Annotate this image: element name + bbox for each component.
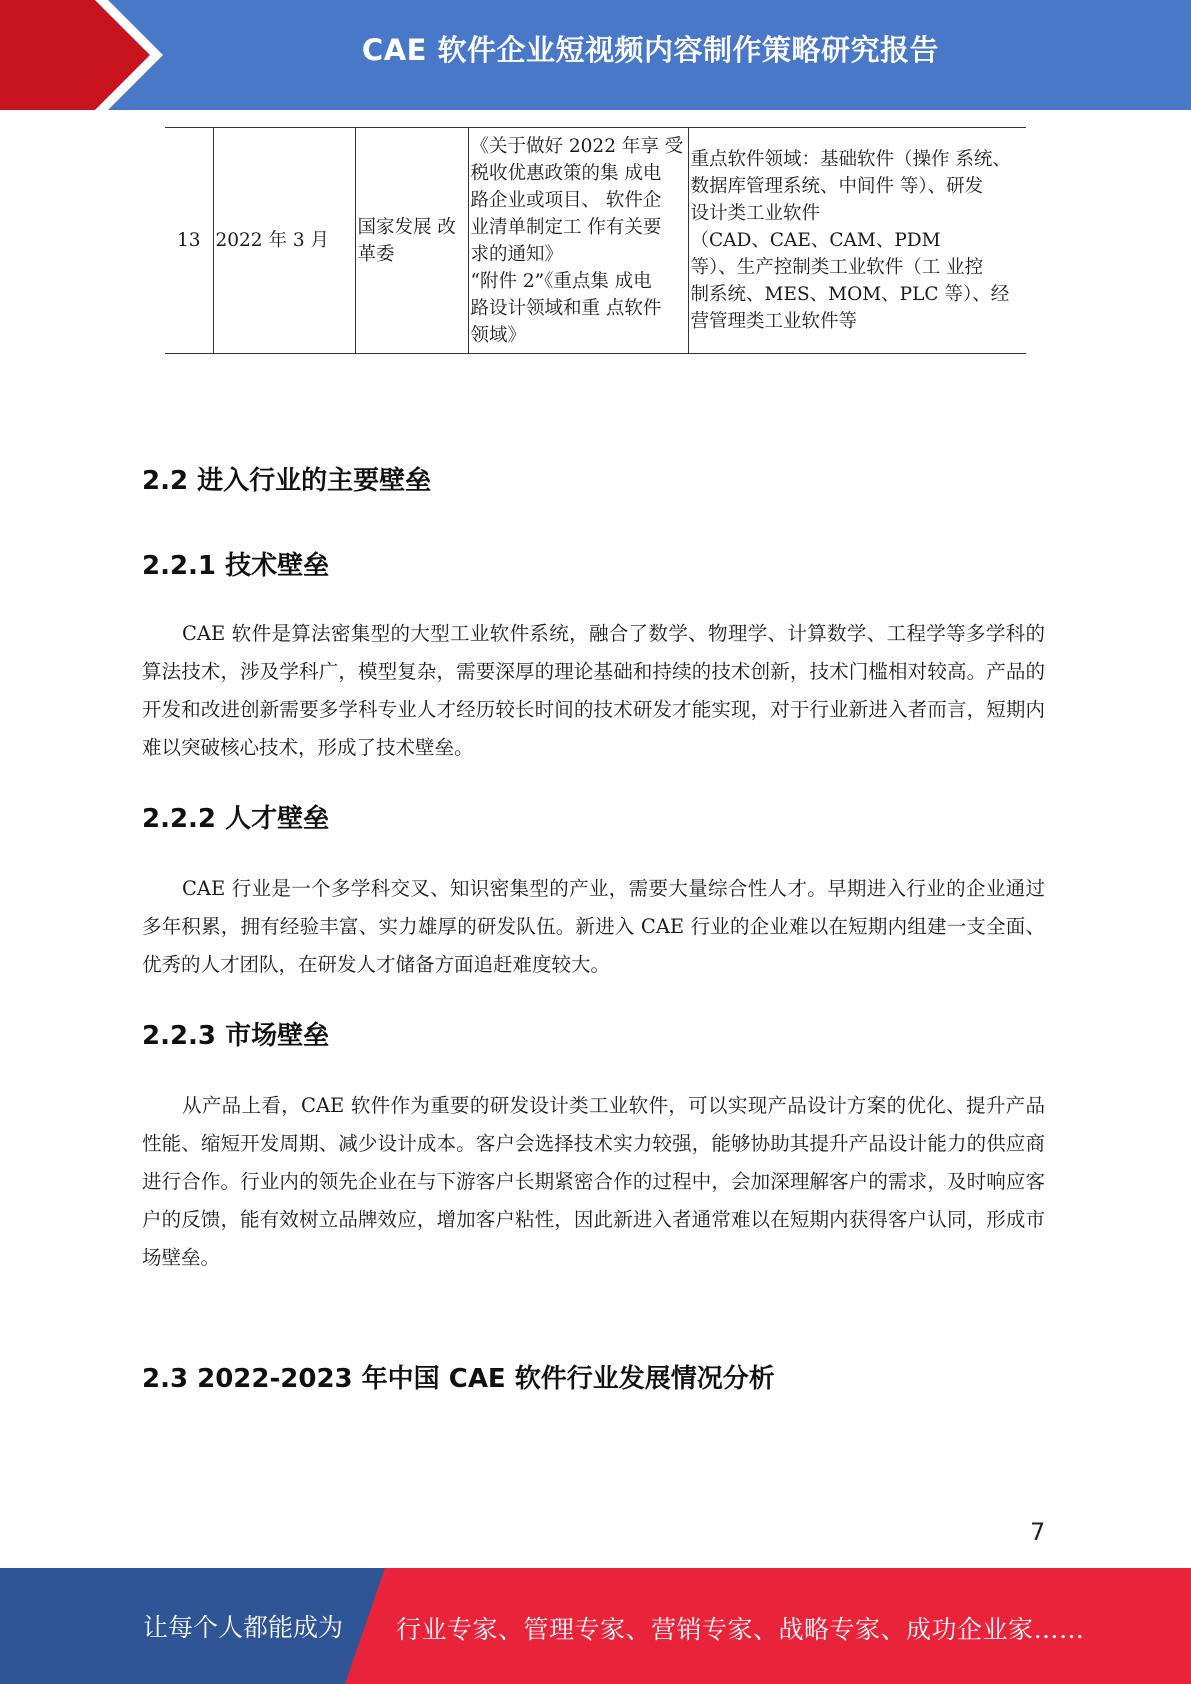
header-banner (0, 0, 1191, 110)
cell-number: 13 (165, 128, 213, 354)
page-number: 7 (1030, 1518, 1046, 1546)
cell-organization (355, 128, 468, 354)
area-line: 重点软件领域：基础软件（操作 系统、 (690, 149, 1011, 170)
policy-table (165, 127, 1026, 354)
report-title: CAE 软件企业短视频内容制作策略研究报告 (361, 33, 940, 67)
doc-line: 路设计领域和重 点软件 (470, 297, 662, 319)
footer-slogan-left: 让每个人都能成为 (143, 1613, 344, 1642)
doc-line: 税收优惠政策的集 成电 (470, 162, 662, 184)
cell-key-areas (688, 128, 1026, 354)
area-line: 营管理类工业软件等 (690, 311, 858, 332)
section-heading-2-3: 2.3 2022-2023 年中国 CAE 软件行业发展情况分析 (142, 1364, 775, 1394)
area-line: （CAD、CAE、CAM、PDM (690, 230, 941, 251)
footer-banner (0, 1568, 1191, 1684)
doc-line: 领域》 (470, 324, 527, 346)
paragraph-talent-barrier: CAE 行业是一个多学科交叉、知识密集型的产业，需要大量综合性人才。早期进入行业的企业通过多年积累，拥有经验丰富、实力雄厚的研发队伍。新进入 CAE 行业的企业难以在短期内组建一支全面、优秀的人才团队，在研发人才储备方面追赶难度较大。 (142, 877, 1045, 976)
cell-document (468, 128, 688, 354)
section-heading-2-2-1: 2.2.1 技术壁垒 (142, 551, 330, 581)
doc-line: “附件 2”《重点集 成电 (470, 270, 652, 292)
area-line: 数据库管理系统、中间件 等）、研发 (690, 176, 984, 197)
paragraph-technical-barrier: CAE 软件是算法密集型的大型工业软件系统，融合了数学、物理学、计算数学、工程学等多学科的算法技术，涉及学科广，模型复杂，需要深厚的理论基础和持续的技术创新，技术门槛相对较高。产品的开发和改进创新需要多学科专业人才经历较长时间的技术研发才能实现，对于行业新进入者而言，短期内难以突破核心技术，形成了技术壁垒。 (142, 622, 1045, 759)
paragraph-market-barrier: 从产品上看，CAE 软件作为重要的研发设计类工业软件，可以实现产品设计方案的优化、提升产品性能、缩短开发周期、减少设计成本。客户会选择技术实力较强，能够协助其提升产品设计能力的供应商进行合作。行业内的领先企业在与下游客户长期紧密合作的过程中，会加深理解客户的需求，及时响应客户的反馈，能有效树立品牌效应，增加客户粘性，因此新进入者通常难以在短期内获得客户认同，形成市场壁垒。 (142, 1094, 1045, 1269)
doc-line: 业清单制定工 作有关要 (470, 216, 662, 238)
org-text: 国家发展 改革委 (357, 216, 456, 265)
table-row (165, 128, 1026, 354)
doc-line: 求的通知》 (470, 243, 564, 265)
section-heading-2-2-3: 2.2.3 市场壁垒 (142, 1021, 330, 1051)
section-heading-2-2-2: 2.2.2 人才壁垒 (142, 804, 330, 834)
section-heading-2-2: 2.2 进入行业的主要壁垒 (142, 466, 432, 496)
footer-slogan-right: 行业专家、管理专家、营销专家、战略专家、成功企业家…… (396, 1615, 1085, 1644)
doc-line: 《关于做好 2022 年享 受 (470, 135, 684, 157)
area-line: 等）、生产控制类工业软件（工 业控 (690, 257, 984, 278)
area-line: 设计类工业软件 (690, 203, 821, 224)
area-line: 制系统、MES、MOM、PLC 等）、经 (690, 284, 1010, 305)
cell-date: 2022 年 3 月 (213, 128, 355, 354)
doc-line: 路企业或项目、 软件企 (470, 189, 662, 211)
